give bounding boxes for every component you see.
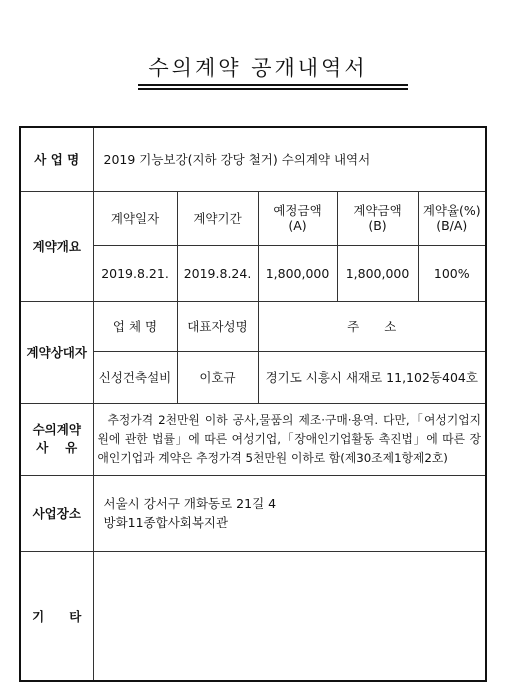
project-label: 사 업 명 — [20, 127, 93, 191]
contract-rate-value: 100% — [418, 245, 486, 301]
contract-amount-header-line2: (B) — [368, 218, 387, 233]
counterparty-label: 계약상대자 — [20, 301, 93, 403]
contract-date-header: 계약일자 — [93, 191, 177, 245]
company-name-value: 신성건축설비 — [93, 351, 177, 403]
address-value: 경기도 시흥시 새재로 11,102동404호 — [258, 351, 486, 403]
contract-date-value: 2019.8.21. — [93, 245, 177, 301]
title-underline-top — [138, 84, 408, 86]
other-row — [20, 551, 486, 681]
location-row — [20, 475, 486, 551]
representative-header: 대표자성명 — [177, 301, 258, 351]
contract-amount-header — [337, 191, 418, 245]
estimated-amount-value: 1,800,000 — [258, 245, 337, 301]
project-name: 2019 기능보강(지하 강당 철거) 수의계약 내역서 — [93, 127, 486, 191]
estimated-amount-header — [258, 191, 337, 245]
location-label: 사업장소 — [20, 475, 93, 551]
contract-period-header: 계약기간 — [177, 191, 258, 245]
contract-summary-label: 계약개요 — [20, 191, 93, 301]
reason-label — [20, 403, 93, 475]
contract-rate-header-line2: (B/A) — [436, 218, 468, 233]
contract-disclosure-table — [19, 126, 487, 682]
location-address-line: 서울시 강서구 개화동로 21길 4 — [103, 496, 277, 511]
counterparty-header-row — [20, 301, 486, 351]
representative-value: 이호규 — [177, 351, 258, 403]
contract-amount-header-line1: 계약금액 — [353, 203, 402, 218]
reason-label-line2: 사 유 — [36, 440, 78, 455]
company-name-header: 업 체 명 — [93, 301, 177, 351]
contract-rate-header-line1: 계약율(%) — [422, 203, 481, 218]
title-underline-bottom — [138, 88, 408, 90]
reason-label-line1: 수의계약 — [32, 422, 81, 437]
document-title: 수의계약 공개내역서 — [148, 56, 368, 80]
location-facility-line: 방화11종합사회복지관 — [103, 515, 229, 530]
address-header: 주 소 — [258, 301, 486, 351]
other-value — [93, 551, 486, 681]
estimated-amount-header-line2: (A) — [288, 218, 307, 233]
reason-text: 추정가격 2천만원 이하 공사,물품의 제조·구매·용역. 다만,「여성기업지원에 관한 법률」에 따른 여성기업,「장애인기업활동 촉진법」에 따른 장애인기업과 계약은 추정가격 5천만원 이하로 함(제30조제1항제2호) — [93, 403, 486, 475]
other-label: 기 타 — [20, 551, 93, 681]
project-row — [20, 127, 486, 191]
location-value — [93, 475, 486, 551]
contract-period-value: 2019.8.24. — [177, 245, 258, 301]
contract-amount-value: 1,800,000 — [337, 245, 418, 301]
estimated-amount-header-line1: 예정금액 — [273, 203, 322, 218]
contract-rate-header — [418, 191, 486, 245]
reason-row — [20, 403, 486, 475]
contract-summary-header-row — [20, 191, 486, 245]
